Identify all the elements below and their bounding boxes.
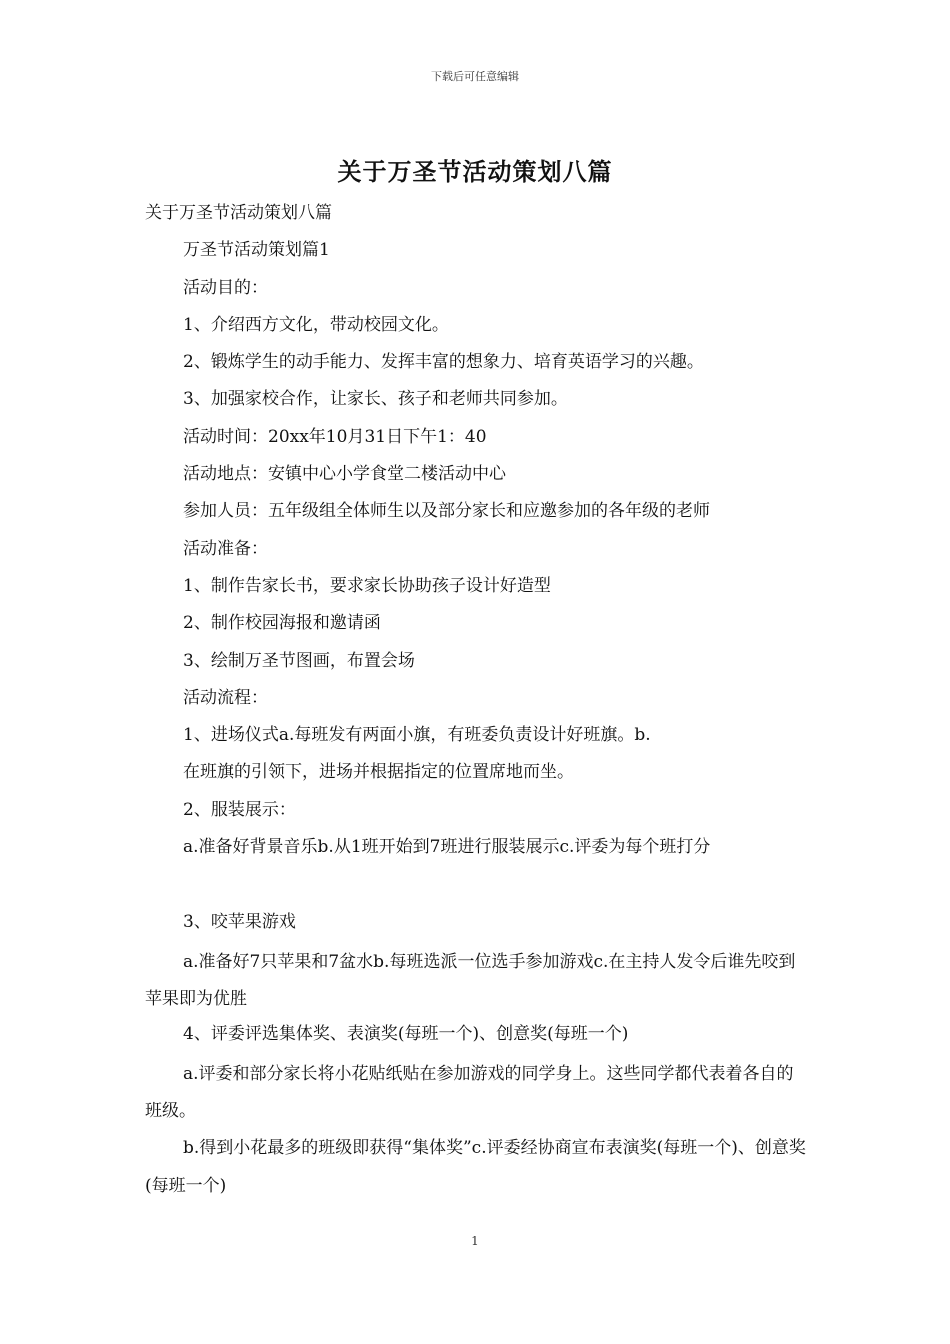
paragraph-line: 2、制作校园海报和邀请函 (183, 613, 381, 634)
paragraph-line: a.准备好背景音乐b.从1班开始到7班进行服装展示c.评委为每个班打分 (183, 837, 711, 858)
paragraph-line: 关于万圣节活动策划八篇 (145, 203, 332, 223)
paragraph-line: 4、评委评选集体奖、表演奖(每班一个)、创意奖(每班一个) (183, 1023, 629, 1044)
paragraph-line: 2、服装展示： (183, 799, 296, 820)
document-body (145, 198, 810, 1205)
paragraph-line: 2、锻炼学生的动手能力、发挥丰富的想象力、培育英语学习的兴趣。 (183, 352, 704, 373)
paragraph-line: 在班旗的引领下，进场并根据指定的位置席地而坐。 (183, 762, 574, 783)
paragraph-line: 3、加强家校合作，让家长、孩子和老师共同参加。 (183, 389, 568, 410)
paragraph-line: 活动流程： (183, 687, 268, 708)
paragraph-line: a.评委和部分家长将小花贴纸贴在参加游戏的同学身上。这些同学都代表着各自的班级。 (145, 1063, 794, 1122)
paragraph-line: 1、制作告家长书，要求家长协助孩子设计好造型 (183, 575, 551, 596)
paragraph-line: 1、进场仪式a.每班发有两面小旗，有班委负责设计好班旗。b. (183, 725, 651, 746)
paragraph-line: 活动时间：20xx年10月31日下午1：40 (183, 426, 487, 447)
paragraph-line: b.得到小花最多的班级即获得“集体奖”c.评委经协商宣布表演奖(每班一个)、创意奖(每班一个) (145, 1138, 806, 1196)
paragraph-line: 万圣节活动策划篇1 (183, 240, 330, 261)
paragraph-line: 1、介绍西方文化，带动校园文化。 (183, 314, 449, 335)
page-number: 1 (471, 1234, 479, 1248)
paragraph-line: 活动准备： (183, 538, 268, 559)
paragraph-line: 参加人员：五年级组全体师生以及部分家长和应邀参加的各年级的老师 (183, 501, 710, 522)
paragraph-line: 3、绘制万圣节图画，布置会场 (183, 650, 415, 671)
blank-line (145, 869, 810, 906)
page-header: 下载后可任意编辑 (431, 70, 519, 83)
paragraph-line: 活动地点：安镇中心小学食堂二楼活动中心 (183, 464, 506, 485)
paragraph-line: 3、咬苹果游戏 (183, 911, 296, 932)
paragraph-line: a.准备好7只苹果和7盆水b.每班选派一位选手参加游戏c.在主持人发令后谁先咬到苹果即为优胜 (145, 951, 796, 1010)
document-title: 关于万圣节活动策划八篇 (337, 157, 613, 186)
paragraph-line: 活动目的： (183, 277, 268, 298)
